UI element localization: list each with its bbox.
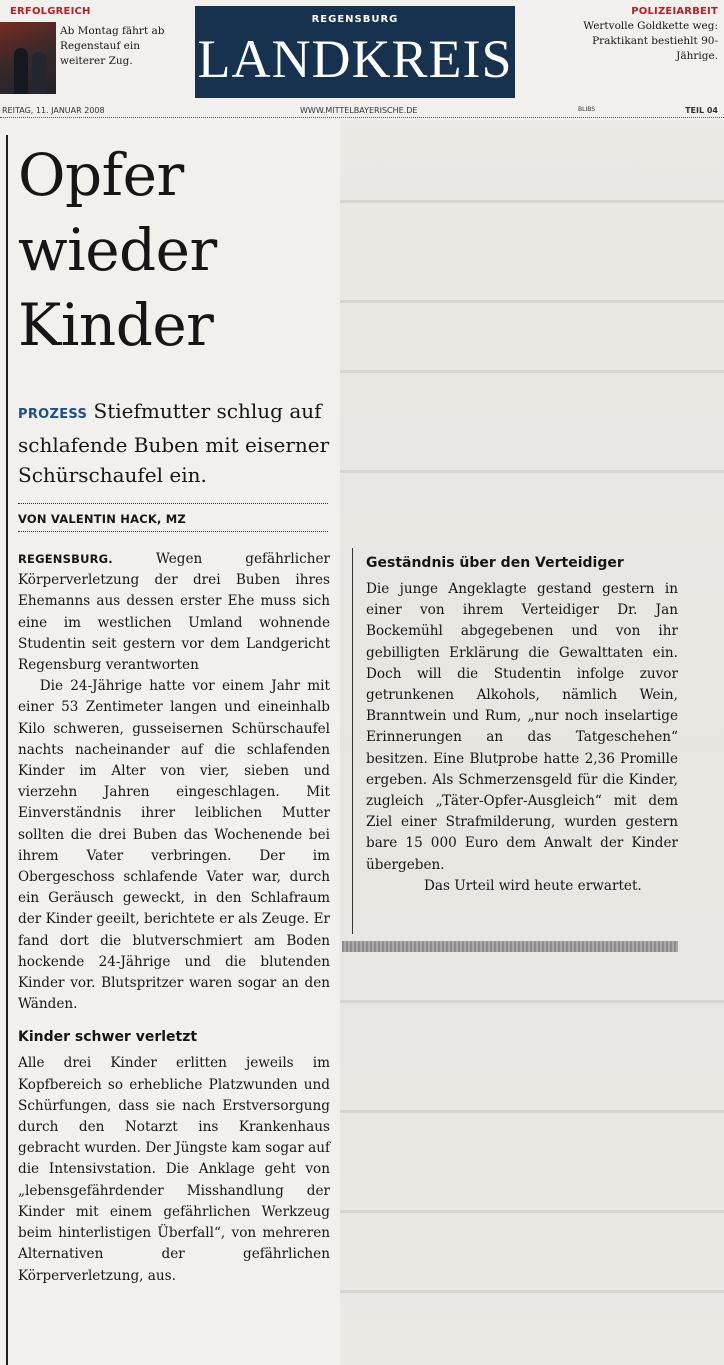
masthead-section-title: LANDKREIS	[197, 29, 513, 89]
byline-box	[18, 503, 328, 532]
byline: VON VALENTIN HACK, MZ	[18, 512, 186, 526]
page-number: TEIL 04	[685, 106, 718, 115]
headline-line: Kinder	[18, 291, 214, 359]
subheading: Kinder schwer verletzt	[18, 1029, 198, 1046]
paragraph-text: Wegen gefährlicher Körperverletzung der drei Buben ihres Ehemanns aus dessen erster Ehe muss sich eine im westlichen Umland wohnende Studentin seit gestern vor dem Landgericht Regensburg verantworten	[18, 551, 330, 674]
article-subhead	[18, 396, 338, 490]
dateline-bar	[0, 103, 724, 118]
paragraph: Die 24-Jährige hatte vor einem Jahr mit einer 53 Zentimeter langen und eineinhalb Kilo schweren, gusseisernen Schürschaufel nachts nacheinander auf die schlafenden Kinder im Alter von vier, sieben und vierzehn Jahren eingeschlagen. Mit Einverständnis ihrer leiblichen Mutter sollten die drei Buben das Wochenende bei ihrem Vater verbringen. Der im Obergeschoss schlafende Vater war, durch ein Geräusch geweckt, in den Schlafraum der Kinder geeilt, berichtete er als Zeuge. Er fand dort die blutverschmiert am Boden hockende 24-Jährige und die blutenden Kinder vor. Blutspritzer waren sogar an den Wänden.	[18, 678, 330, 1013]
paragraph: Alle drei Kinder erlitten jeweils im Kopfbereich so erhebliche Platzwunden und Schürfungen, dass sie nach Erstversorgung durch den Notarzt ins Krankenhaus gebracht wurden. Der Jüngste kam sogar auf die Intensivstation. Die Anklage geht von „lebensgefährdender Misshandlung der Kinder mit einem gefährlichen Werkzeug beim hinterlistigen Überfall“, von mehreren Alternativen der gefährlichen Körperverletzung, aus.	[18, 1055, 330, 1284]
teaser-right-text: Wertvolle Goldkette weg: Praktikant bestiehlt 90-Jährige.	[583, 20, 718, 62]
teaser-left[interactable]	[0, 6, 180, 94]
teaser-left-kicker: ERFOLGREICH	[10, 6, 91, 17]
teaser-photo	[0, 22, 56, 94]
teaser-left-text: Ab Montag fährt ab Regenstauf ein weiterer Zug.	[60, 25, 165, 67]
headline-line: wieder	[18, 216, 217, 284]
subheading: Geständnis über den Verteidiger	[366, 555, 624, 571]
teaser-right-kicker: POLIZEIARBEIT	[631, 6, 718, 17]
headline-line: Opfer	[18, 141, 184, 209]
paragraph	[18, 549, 330, 676]
left-rule	[6, 135, 8, 1365]
teaser-right[interactable]	[568, 6, 718, 64]
website-link[interactable]: WWW.MITTELBAYERISCHE.DE	[300, 106, 418, 115]
dateline-place: REGENSBURG.	[18, 552, 113, 566]
article-column-2	[366, 553, 678, 897]
article-end-bar	[342, 941, 678, 952]
subhead-kicker: PROZESS	[18, 407, 88, 422]
issue-date: REITAG, 11. JANUAR 2008	[2, 106, 105, 115]
column-rule	[352, 548, 353, 934]
subhead-text: Stiefmutter schlug auf schlafende Buben mit eiserner Schürschaufel ein.	[18, 399, 330, 487]
paragraph: Die junge Angeklagte gestand gestern in einer von ihrem Verteidiger Dr. Jan Bockemühl abgegebenen und von ihr gebilligten Erklärung die Gewalttaten ein. Doch will die Studentin infolge zuvor getrunkenen Alkohols, nämlich Wein, Branntwein und Rum, „nur noch inselartige Erinnerungen an das Tatgeschehen“ besitzen. Eine Blutprobe hatte 2,36 Promille ergeben. Als Schmerzensgeld für die Kinder, zugleich „Täter-Opfer-Ausgleich“ mit dem Ziel einer Strafmilderung, wurden gestern bare 15 000 Euro dem Anwalt der Kinder übergeben.	[366, 581, 678, 873]
closing-paragraph: Das Urteil wird heute erwartet.	[424, 877, 642, 894]
small-mark: BLIBS	[578, 106, 596, 113]
section-masthead	[195, 6, 515, 98]
article-column-1	[18, 549, 330, 1287]
masthead-city: REGENSBURG	[311, 14, 399, 25]
article-headline	[18, 138, 338, 363]
